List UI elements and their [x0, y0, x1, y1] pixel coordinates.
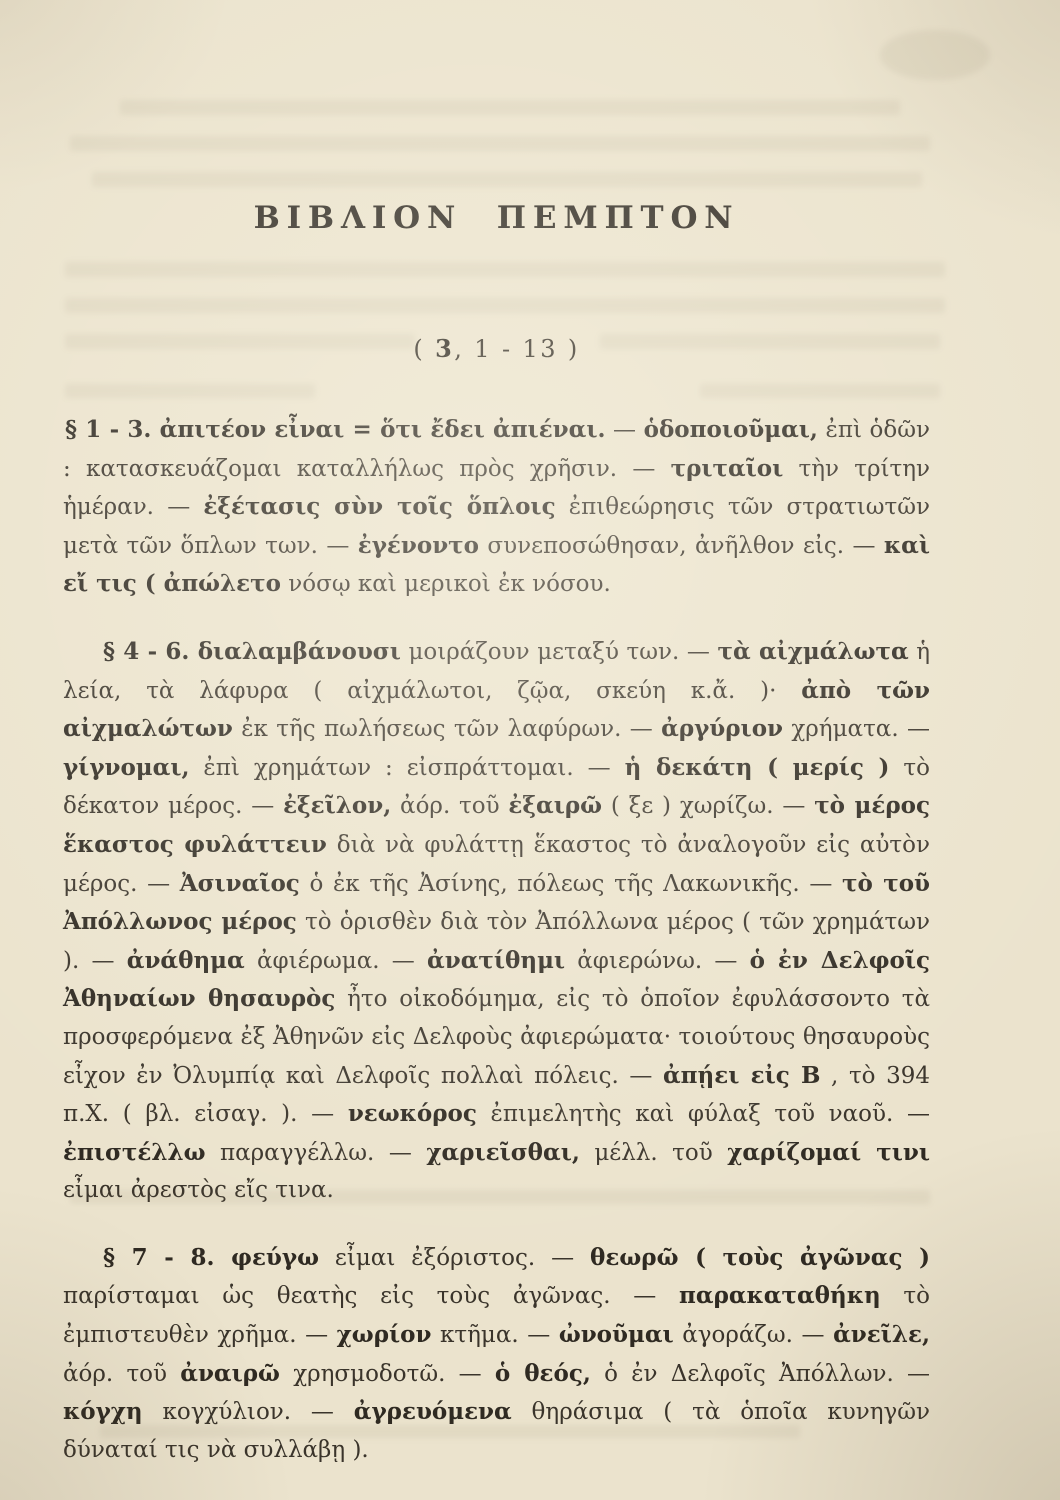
gloss-text: ἡ λεία, τὰ λάφυρα ( αἰχμάλωτοι, ζῷα, σκεύη κ.ἄ. )·	[63, 638, 931, 704]
lemma-text: ἀνάθημα	[126, 946, 245, 974]
glossary-paragraph	[63, 633, 930, 1210]
lemma-text: ἀνατίθημι	[427, 946, 566, 974]
lemma-text: γίγνομαι,	[63, 753, 190, 781]
gloss-text: ὁ ἐν Δελφοῖς Ἀπόλλων. —	[590, 1360, 930, 1387]
gloss-text: χρήματα. —	[783, 716, 930, 743]
gloss-text: (	[413, 335, 436, 363]
lemma-text: ὁ θεός,	[494, 1359, 591, 1387]
gloss-text: ὁ ἐκ τῆς Ἀσίνης, πόλεως τῆς Λακωνικῆς. —	[299, 870, 843, 897]
gloss-text: ἐπιθεώρησις τῶν στρατιωτῶν μετὰ τῶν ὅπλων των. —	[63, 494, 930, 559]
gloss-text: ἐπιμελητὴς καὶ φύλαξ τοῦ ναοῦ. —	[476, 1101, 930, 1128]
bleedthrough-mark	[700, 384, 940, 398]
gloss-text: νόσῳ καὶ μερικοὶ ἐκ νόσου.	[280, 571, 611, 598]
lemma-text: καὶ εἴ τις ( ἀπώλετο	[63, 531, 930, 598]
lemma-text: § 4 - 6. διαλαμβάνουσι	[103, 637, 401, 665]
gloss-text: παραγγέλλω. —	[205, 1139, 427, 1166]
gloss-text: ἀγοράζω. —	[673, 1322, 834, 1349]
lemma-text: ἀναιρῶ	[180, 1359, 280, 1387]
lemma-text: ἐγένοντο	[357, 531, 479, 559]
lemma-text: κόγχη	[63, 1398, 143, 1426]
gloss-text: ἐπὶ χρημάτων : εἰσπράττομαι. —	[189, 754, 625, 781]
lemma-text: 3	[435, 334, 455, 363]
bleedthrough-mark	[65, 262, 945, 277]
glossary-paragraph	[63, 411, 930, 604]
gloss-text: μέλλ. τοῦ	[579, 1139, 728, 1166]
lemma-text: ἐπιστέλλω	[63, 1138, 206, 1166]
lemma-text: ἐξαιρῶ	[508, 792, 603, 820]
gloss-text: ἀόρ. τοῦ	[391, 793, 509, 820]
lemma-text: χαριεῖσθαι,	[426, 1138, 580, 1166]
bleedthrough-mark	[880, 30, 990, 80]
gloss-text: ( ξε ) χωρίζω. —	[602, 793, 815, 820]
bleedthrough-mark	[92, 172, 922, 187]
lemma-text: ἡ δεκάτη ( μερίς )	[624, 753, 890, 781]
gloss-text: , τὸ 394 π.Χ. ( βλ. εἰσαγ. ). —	[63, 1062, 931, 1128]
gloss-text: μοιράζουν μεταξύ των. —	[400, 638, 718, 665]
gloss-text: χρησμοδοτῶ. —	[279, 1360, 495, 1387]
lemma-text: τριταῖοι	[670, 454, 784, 482]
bleedthrough-mark	[65, 298, 945, 313]
bleedthrough-mark	[70, 136, 930, 151]
lemma-text: ἀπῄει εἰς Β	[662, 1061, 821, 1089]
gloss-text: ἦτο οἰκοδόμημα, εἰς τὸ ὁποῖον ἐφυλάσσοντο τὰ προσφερόμενα ἐξ Ἀθηνῶν εἰς Δελφοὺς ἀφιερώματα· τοιούτους θησαυροὺς εἶχον ἐν Ὀλυμπίᾳ καὶ Δελφοῖς πολλαὶ πόλεις. —	[63, 986, 930, 1089]
gloss-text: εἶμαι ἀρεστὸς εἴς τινα.	[63, 1177, 334, 1204]
lemma-text: ἀνεῖλε,	[833, 1321, 930, 1349]
lemma-text: χωρίον	[336, 1321, 432, 1349]
lemma-text: ἐξέτασις σὺν τοῖς ὅπλοις	[203, 493, 556, 521]
gloss-text: κογχύλιον. —	[142, 1399, 354, 1426]
body-paragraphs	[63, 411, 930, 1469]
lemma-text: § 7 - 8. φεύγω	[103, 1243, 319, 1271]
gloss-text: διὰ νὰ φυλάττῃ ἕκαστος τὸ ἀναλογοῦν εἰς αὐτὸν μέρος. —	[63, 831, 930, 897]
gloss-text: τὸ ἐμπιστευθὲν χρῆμα. —	[63, 1283, 930, 1349]
lemma-text: ὠνοῦμαι	[558, 1321, 674, 1349]
gloss-text: τὸ ὁρισθὲν διὰ τὸν Ἀπόλλωνα μέρος ( τῶν χρημάτων ). —	[63, 909, 930, 974]
lemma-text: ἀργύριον	[661, 715, 783, 743]
lemma-text: ἐξεῖλον,	[283, 792, 392, 820]
gloss-text: ἀόρ. τοῦ	[63, 1360, 181, 1387]
lemma-text: τὸ τοῦ Ἀπόλλωνος μέρος	[63, 869, 930, 936]
lemma-text: ἀπὸ τῶν αἰχμαλώτων	[63, 676, 930, 743]
lemma-text: θεωρῶ ( τοὺς ἀγῶνας )	[590, 1243, 931, 1271]
lemma-text: τὸ μέρος ἕκαστος φυλάττειν	[63, 792, 930, 858]
gloss-text: κτῆμα. —	[431, 1322, 559, 1349]
lemma-text: χαρίζομαί τινι	[727, 1138, 930, 1166]
page-title: ΒΙΒΛΙΟΝ ΠΕΜΠΤΟΝ	[253, 200, 740, 236]
lemma-text: ἀγρευόμενα	[353, 1398, 512, 1426]
gloss-text: ἀφιερώνω. —	[565, 947, 750, 974]
lemma-text: § 1 - 3. ἀπιτέον εἶναι = ὅτι ἔδει ἀπιέναι.	[65, 416, 606, 443]
gloss-text: συνεποσώθησαν, ἀνῆλθον εἰς. —	[478, 532, 884, 559]
gloss-text: ἐπὶ ὁδῶν : κατασκευάζομαι καταλλήλως πρὸς χρῆσιν. —	[63, 417, 930, 482]
gloss-text: τὴν τρίτην ἡμέραν. —	[63, 455, 930, 521]
gloss-text: , 1 - 13 )	[454, 335, 580, 363]
gloss-text: ἀφιέρωμα. —	[244, 947, 428, 974]
section-reference	[63, 334, 930, 363]
gloss-text: παρίσταμαι ὡς θεατὴς εἰς τοὺς ἀγῶνας. —	[63, 1283, 680, 1310]
glossary-paragraph	[63, 1239, 930, 1470]
bleedthrough-mark	[120, 100, 900, 115]
lemma-text: τὰ αἰχμάλωτα	[717, 637, 909, 665]
lemma-text: Ἀσιναῖος	[179, 869, 300, 897]
bleedthrough-mark	[65, 384, 315, 398]
lemma-text: ὁ ἐν Δελφοῖς Ἀθηναίων θησαυρὸς	[63, 946, 931, 1013]
lemma-text: ὁδοποιοῦμαι,	[643, 416, 818, 443]
lemma-text: παρακαταθήκη	[679, 1282, 881, 1310]
gloss-text: ἐκ τῆς πωλήσεως τῶν λαφύρων. —	[232, 716, 662, 743]
gloss-text: θηράσιμα ( τὰ ὁποῖα κυνηγῶν δύναταί τις νὰ συλλάβῃ ).	[63, 1399, 930, 1463]
gloss-text: —	[605, 417, 644, 443]
gloss-text: τὸ δέκατον μέρος. —	[63, 754, 930, 820]
lemma-text: νεωκόρος	[347, 1100, 477, 1128]
gloss-text: εἶμαι ἐξόριστος. —	[318, 1244, 591, 1271]
